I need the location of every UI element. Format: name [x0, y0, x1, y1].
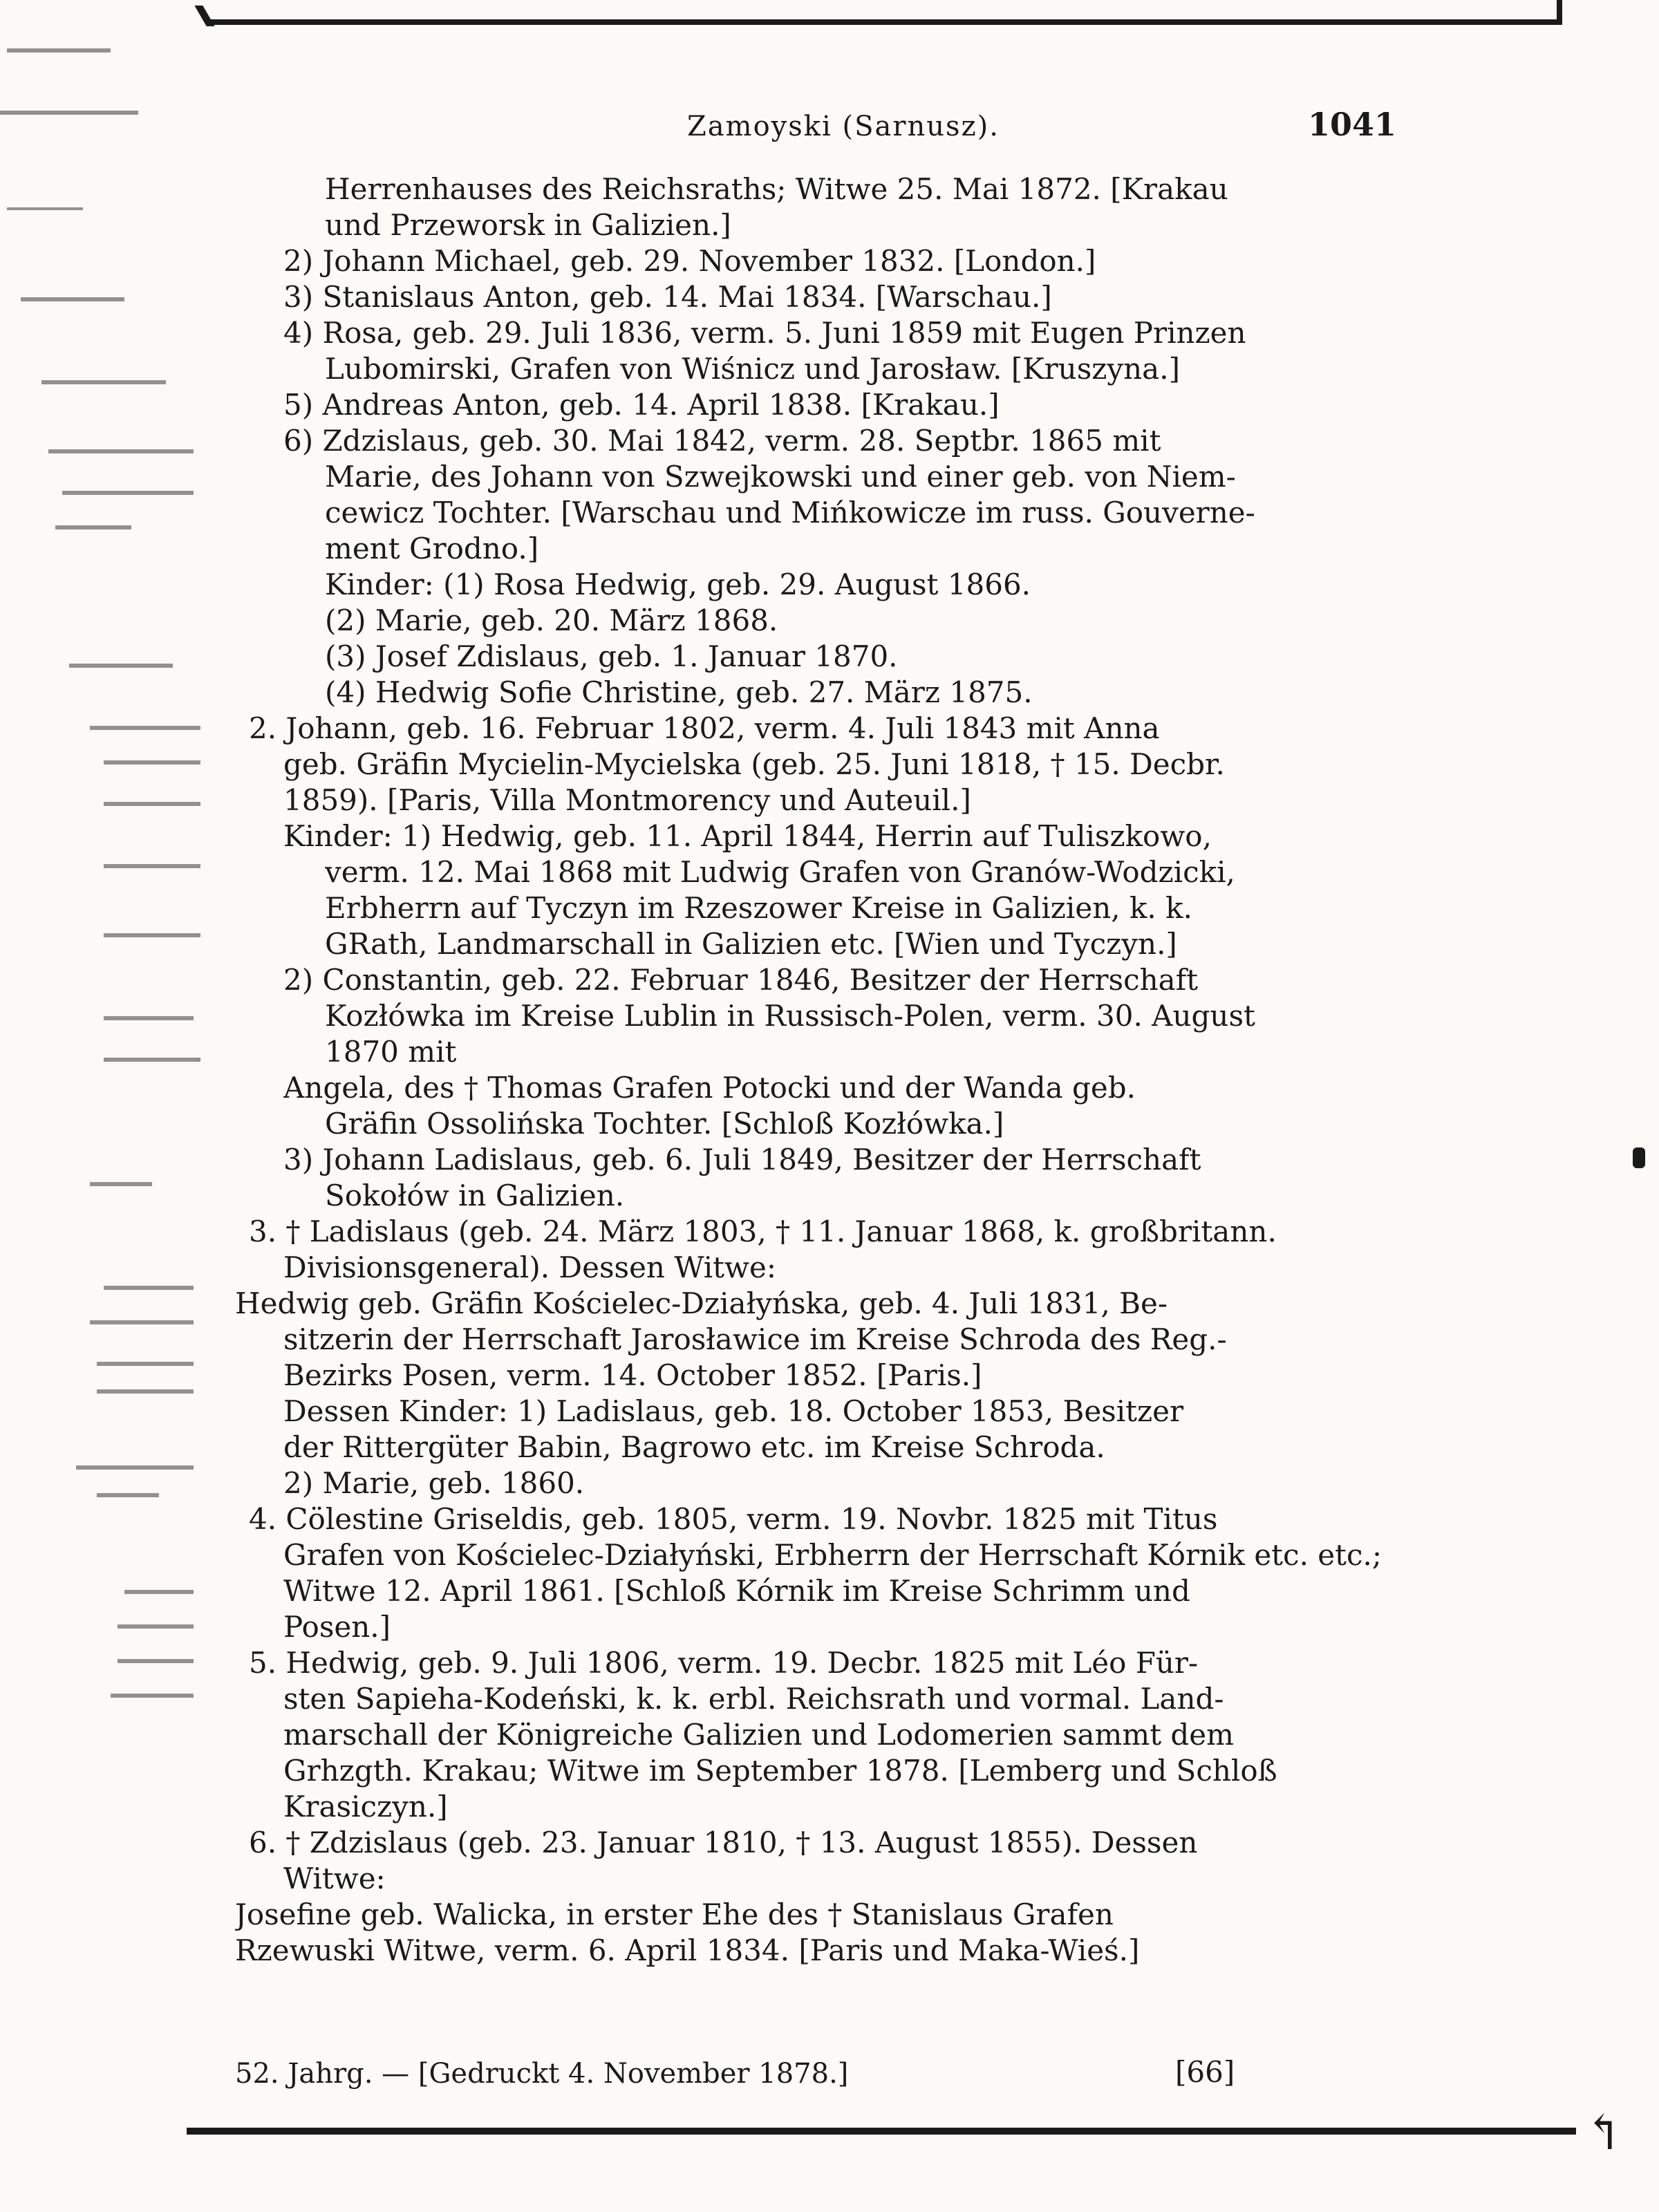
text-line: Grafen von Kościelec-Działyński, Erbherrn der Herrschaft Kórnik etc. etc.; — [283, 1538, 1382, 1572]
text-line: Kozłówka im Kreise Lublin in Russisch-Polen, verm. 30. August — [325, 999, 1255, 1033]
text-line: Krasiczyn.] — [283, 1790, 448, 1824]
text-line: 3) Stanislaus Anton, geb. 14. Mai 1834. [Warschau.] — [283, 280, 1052, 314]
margin-ink-mark — [1633, 1147, 1645, 1168]
text-line: cewicz Tochter. [Warschau und Mińkowicze im russ. Gouverne- — [325, 496, 1255, 529]
text-line: 4) Rosa, geb. 29. Juli 1836, verm. 5. Juni 1859 mit Eugen Prinzen — [283, 316, 1246, 350]
text-line: geb. Gräfin Mycielin-Mycielska (geb. 25. Juni 1818, † 15. Decbr. — [283, 747, 1225, 781]
text-line: Sokołów in Galizien. — [325, 1179, 625, 1212]
text-line: 3. † Ladislaus (geb. 24. März 1803, † 11. Januar 1868, k. großbritann. — [249, 1215, 1277, 1248]
text-line: und Przeworsk in Galizien.] — [325, 208, 731, 242]
text-line: Bezirks Posen, verm. 14. October 1852. [Paris.] — [283, 1358, 982, 1392]
text-line: ment Grodno.] — [325, 532, 539, 565]
running-head: Zamoyski (Sarnusz). — [687, 111, 1000, 142]
text-line: sten Sapieha-Kodeński, k. k. erbl. Reichsrath und vormal. Land- — [283, 1682, 1224, 1716]
text-line: Divisionsgeneral). Dessen Witwe: — [283, 1250, 777, 1284]
top-rule-right-corner — [1557, 0, 1562, 25]
adjacent-page-bleed — [0, 35, 207, 1728]
text-line: Hedwig geb. Gräfin Kościelec-Działyńska, geb. 4. Juli 1831, Be- — [235, 1286, 1168, 1320]
text-line: Erbherrn auf Tyczyn im Rzeszower Kreise in Galizien, k. k. — [325, 891, 1192, 925]
text-line: Marie, des Johann von Szwejkowski und einer geb. von Niem- — [325, 460, 1236, 494]
text-line: 1870 mit — [325, 1035, 457, 1069]
text-line: 2) Johann Michael, geb. 29. November 1832. [London.] — [283, 244, 1096, 278]
text-line: 3) Johann Ladislaus, geb. 6. Juli 1849, Besitzer der Herrschaft — [283, 1143, 1201, 1177]
text-line: 2) Marie, geb. 1860. — [283, 1466, 585, 1500]
top-border-rule — [207, 19, 1562, 25]
text-line: sitzerin der Herrschaft Jarosławice im Kreise Schroda des Reg.- — [283, 1322, 1227, 1356]
text-line: verm. 12. Mai 1868 mit Ludwig Grafen von Granów-Wodzicki, — [325, 855, 1235, 889]
text-line: Posen.] — [283, 1610, 391, 1644]
text-line: Dessen Kinder: 1) Ladislaus, geb. 18. October 1853, Besitzer — [283, 1394, 1184, 1428]
text-line: (3) Josef Zdislaus, geb. 1. Januar 1870. — [325, 639, 898, 673]
footer-signature: [66] — [1175, 2055, 1235, 2089]
text-line: (2) Marie, geb. 20. März 1868. — [325, 603, 778, 637]
text-line: 5) Andreas Anton, geb. 14. April 1838. [Krakau.] — [283, 388, 1000, 422]
text-line: 4. Cölestine Griseldis, geb. 1805, verm. 19. Novbr. 1825 mit Titus — [249, 1502, 1218, 1536]
text-line: Grhzgth. Krakau; Witwe im September 1878. [Lemberg und Schloß — [283, 1754, 1277, 1788]
text-line: 1859). [Paris, Villa Montmorency und Auteuil.] — [283, 783, 971, 817]
text-line: Angela, des † Thomas Grafen Potocki und der Wanda geb. — [283, 1071, 1136, 1105]
footer-edition: 52. Jahrg. — [Gedruckt 4. November 1878.] — [235, 2058, 849, 2090]
page-number: 1041 — [1307, 106, 1396, 143]
bottom-corner-ornament: ↰ — [1583, 2104, 1624, 2161]
text-line: Lubomirski, Grafen von Wiśnicz und Jarosław. [Kruszyna.] — [325, 352, 1180, 386]
text-line: 2) Constantin, geb. 22. Februar 1846, Besitzer der Herrschaft — [283, 963, 1199, 997]
text-line: (4) Hedwig Sofie Christine, geb. 27. März 1875. — [325, 675, 1033, 709]
text-line: 5. Hedwig, geb. 9. Juli 1806, verm. 19. Decbr. 1825 mit Léo Für- — [249, 1646, 1199, 1680]
text-line: 6) Zdzislaus, geb. 30. Mai 1842, verm. 28. Septbr. 1865 mit — [283, 424, 1161, 458]
text-line: marschall der Königreiche Galizien und Lodomerien sammt dem — [283, 1718, 1234, 1752]
text-line: GRath, Landmarschall in Galizien etc. [Wien und Tyczyn.] — [325, 927, 1177, 961]
text-line: Josefine geb. Walicka, in erster Ehe des † Stanislaus Grafen — [235, 1897, 1114, 1931]
text-line: Kinder: (1) Rosa Hedwig, geb. 29. August 1866. — [325, 568, 1031, 601]
text-line: der Rittergüter Babin, Bagrowo etc. im Kreise Schroda. — [283, 1430, 1105, 1464]
text-line: Kinder: 1) Hedwig, geb. 11. April 1844, Herrin auf Tuliszkowo, — [283, 819, 1212, 853]
text-line: Gräfin Ossolińska Tochter. [Schloß Kozłówka.] — [325, 1107, 1004, 1141]
text-line: Witwe: — [283, 1862, 386, 1895]
text-line: Witwe 12. April 1861. [Schloß Kórnik im Kreise Schrimm und — [283, 1574, 1190, 1608]
text-line: 2. Johann, geb. 16. Februar 1802, verm. 4. Juli 1843 mit Anna — [249, 711, 1160, 745]
bottom-border-rule — [187, 2128, 1576, 2135]
text-line: Herrenhauses des Reichsraths; Witwe 25. Mai 1872. [Krakau — [325, 172, 1228, 206]
text-line: 6. † Zdzislaus (geb. 23. Januar 1810, † 13. August 1855). Dessen — [249, 1826, 1198, 1859]
text-line: Rzewuski Witwe, verm. 6. April 1834. [Paris und Maka-Wieś.] — [235, 1933, 1140, 1967]
